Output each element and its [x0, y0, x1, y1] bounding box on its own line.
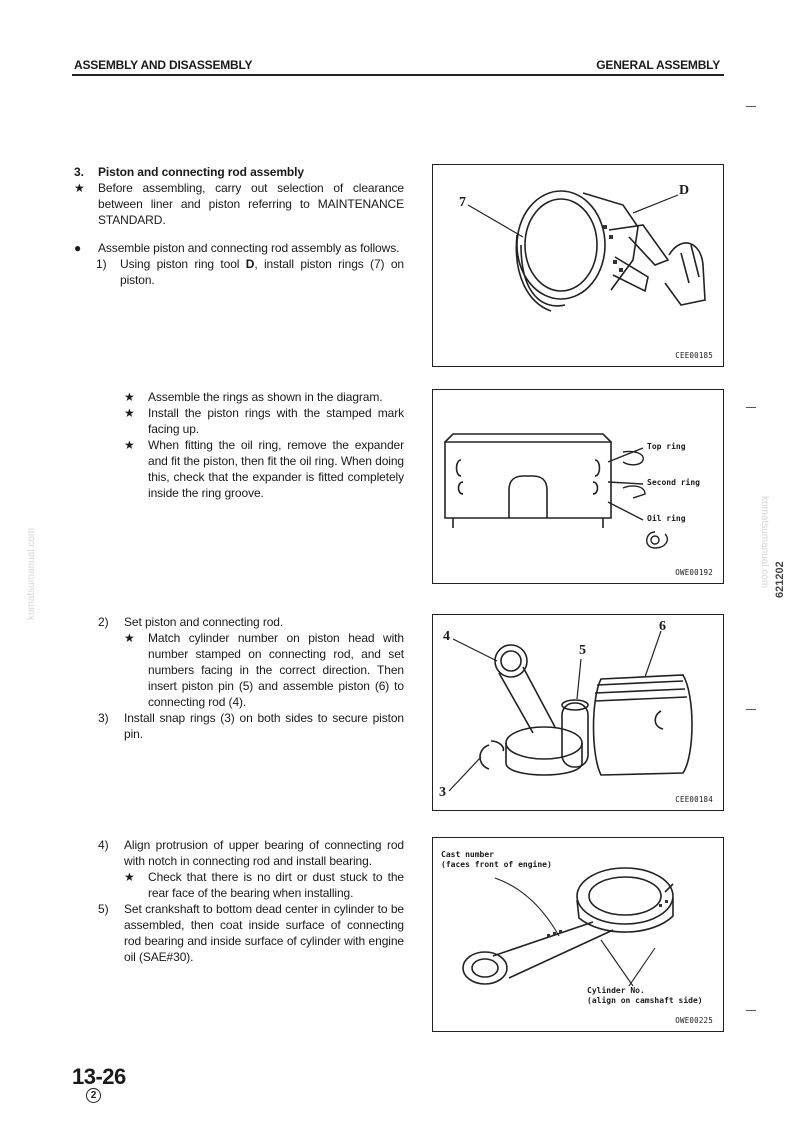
- margin-tick: [746, 407, 756, 408]
- step-number: 3): [98, 711, 109, 725]
- star-note: [124, 405, 404, 437]
- star-icon: ★: [124, 631, 135, 645]
- revision-mark: 2: [86, 1088, 101, 1103]
- step-number: 2): [98, 615, 109, 629]
- callout-D: D: [679, 183, 690, 198]
- star-note: [124, 389, 404, 405]
- step-text: Using piston ring tool D, install piston rings (7) on piston.: [120, 257, 404, 287]
- section-heading: [74, 164, 404, 180]
- figure-code: CEE00185: [675, 351, 713, 360]
- header-section-title: ASSEMBLY AND DISASSEMBLY: [74, 58, 253, 72]
- header-chapter-title: GENERAL ASSEMBLY: [596, 58, 720, 72]
- figure-code: OWE00192: [675, 568, 713, 577]
- callout-4: 4: [443, 629, 450, 644]
- margin-tick: [746, 106, 756, 107]
- label-cylinder-number-note: (align on camshaft side): [587, 996, 703, 1005]
- step-number: 1): [96, 257, 107, 271]
- figure-ring-arrangement: [432, 389, 724, 584]
- label-cast-number-note: (faces front of engine): [441, 860, 552, 869]
- star-icon: ★: [124, 870, 135, 884]
- star-note-text: Match cylinder number on piston head with number stamped on connecting rod, and set numbers facing in the correct direction. Then insert piston pin (5) and assemble piston (6) to connecting rod (4).: [148, 631, 404, 709]
- label-cylinder-number: Cylinder No.: [587, 986, 645, 995]
- step-text: Align protrusion of upper bearing of connecting rod with notch in connecting rod and install bearing.: [124, 838, 404, 868]
- star-icon: ★: [124, 390, 135, 404]
- step-2: [98, 614, 404, 630]
- star-icon: ★: [124, 406, 135, 420]
- watermark-left: komatsumanual.com: [26, 527, 37, 620]
- step-4: [98, 837, 404, 869]
- star-note-text: Assemble the rings as shown in the diagram.: [148, 390, 383, 404]
- step-number: 4): [98, 838, 109, 852]
- page-number: 13-26: [72, 1064, 126, 1089]
- figure-piston-connecting-rod: [432, 614, 724, 811]
- side-code: 621202: [774, 561, 786, 598]
- watermark-right: komatsumanual.com: [759, 496, 770, 589]
- step-3: [98, 710, 404, 742]
- ring-notes: [124, 389, 404, 501]
- label-cast-number: Cast number: [441, 850, 494, 859]
- margin-tick: [746, 1010, 756, 1011]
- star-note: [98, 630, 404, 710]
- margin-tick: [746, 709, 756, 710]
- step-text: Install snap rings (3) on both sides to secure piston pin.: [124, 711, 404, 741]
- bullet-item: [74, 240, 404, 256]
- star-note-text: When fitting the oil ring, remove the expander and fit the piston, then fit the oil ring. When doing this, check that the expander is fitted completely inside the ring groove.: [148, 438, 404, 500]
- section-number: 3.: [74, 165, 84, 179]
- star-note-text: Check that there is no dirt or dust stuck to the rear face of the bearing when installing.: [148, 870, 404, 900]
- star-icon: ★: [74, 181, 85, 195]
- section-piston-assembly: [74, 164, 404, 288]
- figure-piston-ring-tool: [432, 164, 724, 367]
- star-note: [124, 437, 404, 501]
- star-note-text: Install the piston rings with the stamped mark facing up.: [148, 406, 404, 436]
- callout-6: 6: [659, 619, 666, 634]
- callout-3: 3: [439, 785, 446, 800]
- section-set-piston: [98, 614, 404, 742]
- label-oil-ring: Oil ring: [647, 514, 686, 523]
- figure-code: CEE00184: [675, 795, 713, 804]
- header-rule: [72, 74, 724, 76]
- piston-connecting-rod-illustration: [433, 615, 723, 810]
- star-note: [74, 180, 404, 228]
- section-bearing: [98, 837, 404, 965]
- callout-7: 7: [459, 195, 466, 210]
- step-number: 5): [98, 902, 109, 916]
- bullet-text: Assemble piston and connecting rod assembly as follows.: [98, 241, 400, 255]
- bullet-icon: ●: [74, 241, 82, 255]
- star-note-text: Before assembling, carry out selection of clearance between liner and piston referring to MAINTENANCE STANDARD.: [98, 181, 404, 227]
- star-icon: ★: [124, 438, 135, 452]
- section-title: Piston and connecting rod assembly: [98, 165, 304, 179]
- label-second-ring: Second ring: [647, 478, 700, 487]
- figure-connecting-rod-bearing: [432, 837, 724, 1032]
- star-note: [98, 869, 404, 901]
- label-top-ring: Top ring: [647, 442, 686, 451]
- step-text: Set crankshaft to bottom dead center in cylinder to be assembled, then coat inside surface of connecting rod bearing and inside surface of cylinder with engine oil (SAE#30).: [124, 902, 404, 964]
- step-5: [98, 901, 404, 965]
- figure-code: OWE00225: [675, 1016, 713, 1025]
- step-1: [74, 256, 404, 288]
- step-text: Set piston and connecting rod.: [124, 615, 284, 629]
- callout-5: 5: [579, 643, 586, 658]
